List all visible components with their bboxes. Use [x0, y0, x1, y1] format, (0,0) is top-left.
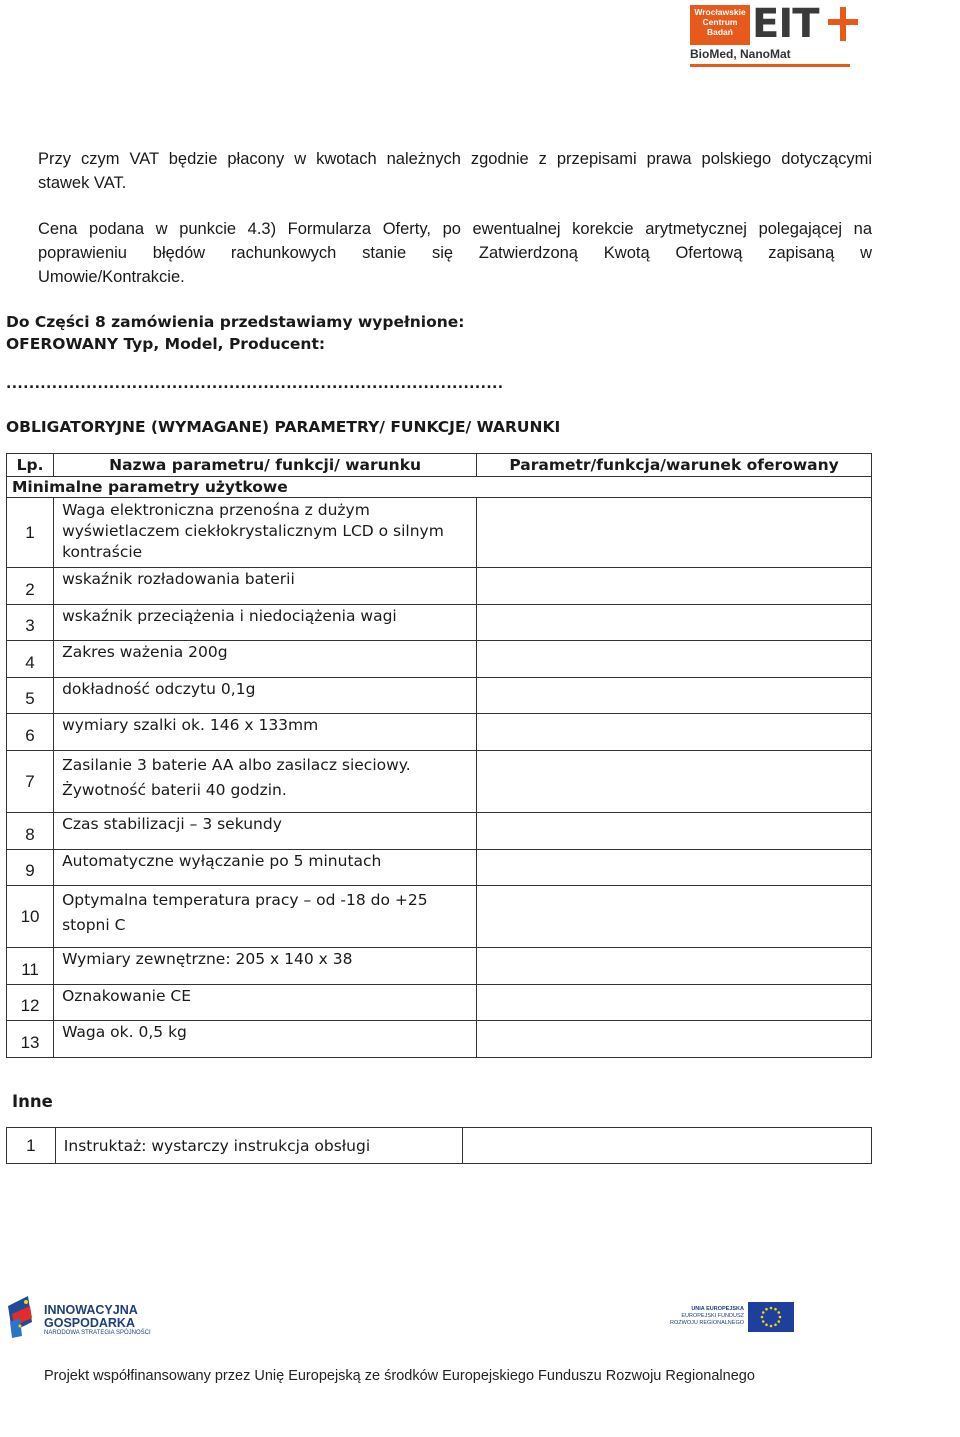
row-lp: 11	[7, 948, 54, 985]
row-value-cell[interactable]	[477, 641, 872, 678]
innowacyjna-gospodarka-logo	[6, 1292, 166, 1342]
row-name: wymiary szalki ok. 146 x 133mm	[54, 714, 477, 751]
eu-flag-icon	[748, 1302, 794, 1332]
row-value-cell[interactable]	[477, 850, 872, 886]
row-value-cell[interactable]	[477, 985, 872, 1021]
row-value-cell[interactable]	[477, 568, 872, 605]
header-lp: Lp.	[7, 454, 54, 477]
section-line-1: Do Części 8 zamówienia przedstawiamy wypełnione:	[6, 313, 465, 331]
row-name: Automatyczne wyłączanie po 5 minutach	[54, 850, 477, 886]
eit-logo	[690, 1, 868, 67]
table-row	[7, 568, 872, 605]
row-value-cell[interactable]	[477, 948, 872, 985]
vat-line-2: stawek VAT.	[38, 174, 127, 192]
row-value-cell[interactable]	[477, 1021, 872, 1058]
row-value-cell[interactable]	[477, 886, 872, 948]
row-value-cell[interactable]	[463, 1128, 872, 1164]
row-name: wskaźnik przeciążenia i niedociążenia wagi	[54, 605, 477, 641]
logo-box: Wrocławskie Centrum Badań	[690, 5, 750, 45]
row-lp: 1	[7, 498, 54, 568]
inne-heading: Inne	[12, 1092, 53, 1111]
row-value-cell[interactable]	[477, 678, 872, 714]
table-row	[7, 1021, 872, 1058]
row-lp: 12	[7, 985, 54, 1021]
price-line-3: Umowie/Kontrakcie.	[38, 268, 185, 286]
row-name: Oznakowanie CE	[54, 985, 477, 1021]
logo-plus-icon-vertical	[840, 7, 846, 41]
row-name: dokładność odczytu 0,1g	[54, 678, 477, 714]
section-heading	[6, 311, 464, 355]
price-paragraph	[38, 217, 872, 289]
row-lp: 8	[7, 813, 54, 850]
table-row	[7, 641, 872, 678]
table-row	[7, 886, 872, 948]
row-name: Zasilanie 3 baterie AA albo zasilacz sieciowy. Żywotność baterii 40 godzin.	[54, 751, 477, 813]
row-lp: 4	[7, 641, 54, 678]
inne-table	[6, 1127, 872, 1164]
row-value-cell[interactable]	[477, 714, 872, 751]
ig-subtitle: NARODOWA STRATEGIA SPÓJNOŚCI	[44, 1330, 151, 1336]
table-row	[7, 751, 872, 813]
table-row	[7, 605, 872, 641]
table-row	[7, 850, 872, 886]
fill-dots[interactable]: .......................................................................................	[6, 376, 504, 392]
row-value-cell[interactable]	[477, 605, 872, 641]
row-name: wskaźnik rozładowania baterii	[54, 568, 477, 605]
eu-line-2: EUROPEJSKI FUNDUSZ	[681, 1313, 744, 1319]
row-lp: 10	[7, 886, 54, 948]
row-lp: 9	[7, 850, 54, 886]
row-value-cell[interactable]	[477, 498, 872, 568]
logo-underline	[690, 64, 850, 67]
params-table	[6, 453, 872, 1058]
row-lp: 13	[7, 1021, 54, 1058]
row-value-cell[interactable]	[477, 813, 872, 850]
row-lp: 7	[7, 751, 54, 813]
table-row	[7, 948, 872, 985]
row-name: Instruktaż: wystarczy instrukcja obsługi	[55, 1128, 462, 1164]
table-row	[7, 1128, 872, 1164]
ig-title-2: GOSPODARKA	[44, 1316, 135, 1330]
table-subheader-row	[7, 477, 872, 498]
price-line-1: Cena podana w punkcie 4.3) Formularza Oferty, po ewentualnej korekcie arytmetycznej polegającej na	[38, 220, 872, 238]
row-value-cell[interactable]	[477, 751, 872, 813]
subheader-label: Minimalne parametry użytkowe	[7, 477, 872, 498]
table-header-row	[7, 454, 872, 477]
table-row	[7, 985, 872, 1021]
table-row	[7, 714, 872, 751]
row-name: Optymalna temperatura pracy – od -18 do +25 stopni C	[54, 886, 477, 948]
row-name: Waga elektroniczna przenośna z dużym wyświetlaczem ciekłokrystalicznym LCD o silnym kontraście	[54, 498, 477, 568]
row-name: Wymiary zewnętrzne: 205 x 140 x 38	[54, 948, 477, 985]
vat-line-1: Przy czym VAT będzie płacony w kwotach należnych zgodnie z przepisami prawa polskiego dotyczącymi	[38, 150, 872, 168]
logo-subtitle: BioMed, NanoMat	[690, 47, 791, 61]
params-heading: OBLIGATORYJNE (WYMAGANE) PARAMETRY/ FUNKCJE/ WARUNKI	[6, 418, 561, 436]
row-lp: 3	[7, 605, 54, 641]
row-name: Zakres ważenia 200g	[54, 641, 477, 678]
table-row	[7, 678, 872, 714]
table-row	[7, 498, 872, 568]
ig-title-1: INNOWACYJNA	[44, 1303, 138, 1317]
row-lp: 2	[7, 568, 54, 605]
eu-line-1: UNIA EUROPEJSKA	[691, 1306, 744, 1312]
ig-flag-icon	[6, 1292, 38, 1340]
eu-logo	[668, 1302, 796, 1334]
row-name: Waga ok. 0,5 kg	[54, 1021, 477, 1058]
eu-line-3: ROZWOJU REGIONALNEGO	[670, 1320, 744, 1326]
row-lp: 6	[7, 714, 54, 751]
row-lp: 5	[7, 678, 54, 714]
row-lp: 1	[7, 1128, 56, 1164]
footer-text: Projekt współfinansowany przez Unię Europejską ze środków Europejskiego Funduszu Rozwoju Regionalnego	[44, 1368, 755, 1384]
vat-paragraph	[38, 147, 872, 195]
table-row	[7, 813, 872, 850]
header-value: Parametr/funkcja/warunek oferowany	[477, 454, 872, 477]
header-name: Nazwa parametru/ funkcji/ warunku	[54, 454, 477, 477]
price-line-2: poprawieniu błędów rachunkowych stanie się Zatwierdzoną Kwotą Ofertową zapisaną w	[38, 244, 872, 262]
logo-eit-text: EIT	[752, 1, 819, 47]
section-line-2: OFEROWANY Typ, Model, Producent:	[6, 335, 326, 353]
row-name: Czas stabilizacji – 3 sekundy	[54, 813, 477, 850]
